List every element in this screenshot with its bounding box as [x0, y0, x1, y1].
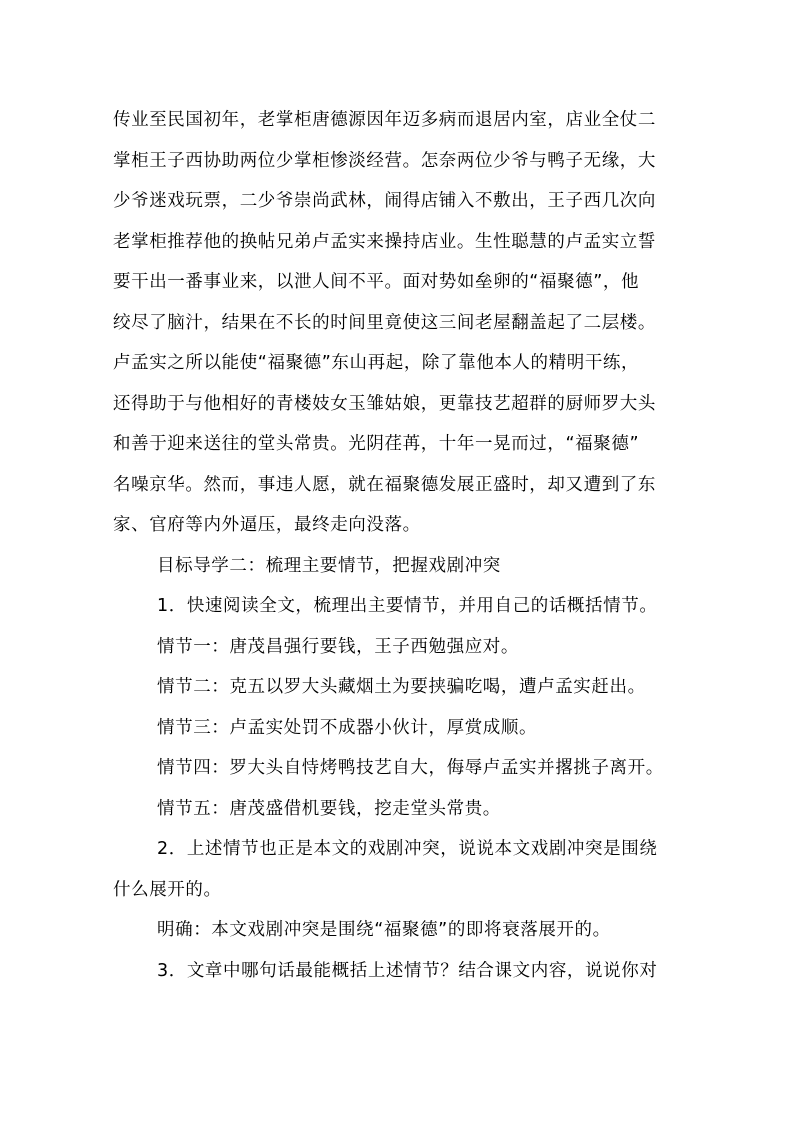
plot-item-2: 情节二：克五以罗大头藏烟土为要挟骗吃喝，遭卢孟实赶出。: [157, 677, 646, 697]
plot-item-1: 情节一：唐茂昌强行要钱，王子西勉强应对。: [157, 636, 519, 657]
answer-2: 明确：本文戏剧冲突是围绕“福聚德”的即将衰落展开的。: [157, 920, 611, 940]
text-line-02: 掌柜王子西协助两位少掌柜惨淡经营。怎奈两位少爷与鸭子无缘，大: [113, 150, 656, 171]
text-line-01: 传业至民国初年，老掌柜唐德源因年迈多病而退居内室，店业全仗二: [113, 110, 656, 130]
section-heading: 目标导学二：梳理主要情节，把握戏剧冲突: [157, 555, 501, 576]
plot-item-4: 情节四：罗大头自恃烤鸭技艺自大，侮辱卢孟实并撂挑子离开。: [157, 758, 664, 778]
plot-item-3: 情节三：卢孟实处罚不成器小伙计，厚赏成顺。: [157, 717, 538, 738]
text-line-06: 绞尽了脑汁，结果在不长的时间里竟使这三间老屋翻盖起了二层楼。: [113, 312, 656, 333]
text-line-11: 家、官府等内外逼压，最终走向没落。: [113, 515, 421, 535]
question-3: 3．文章中哪句话最能概括上述情节？结合课文内容，说说你对: [157, 960, 658, 981]
question-2-continued: 什么展开的。: [113, 879, 222, 900]
text-line-03: 少爷迷戏玩票，二少爷崇尚武林，闹得店铺入不敷出，王子西几次向: [113, 191, 656, 211]
text-line-04: 老掌柜推荐他的换帖兄弟卢孟实来操持店业。生性聪慧的卢孟实立誓: [113, 231, 656, 252]
text-line-05: 要干出一番事业来，以泄人间不平。面对势如垒卵的“福聚德”，他: [113, 272, 640, 292]
text-line-07: 卢孟实之所以能使“福聚德”东山再起，除了靠他本人的精明干练，: [113, 353, 640, 373]
text-line-10: 名噪京华。然而，事违人愿，就在福聚德发展正盛时，却又遭到了东: [113, 474, 656, 495]
question-1: 1．快速阅读全文，梳理出主要情节，并用自己的话概括情节。: [157, 596, 658, 616]
text-line-08: 还得助于与他相好的青楼妓女玉雏姑娘，更靠技艺超群的厨师罗大头: [113, 393, 656, 414]
document-body: [113, 100, 681, 991]
plot-item-5: 情节五：唐茂盛借机要钱，挖走堂头常贵。: [157, 798, 501, 819]
question-2: 2．上述情节也正是本文的戏剧冲突，说说本文戏剧冲突是围绕: [157, 839, 658, 859]
text-line-09: 和善于迎来送往的堂头常贵。光阴荏苒，十年一晃而过，“福聚德”: [113, 434, 640, 454]
